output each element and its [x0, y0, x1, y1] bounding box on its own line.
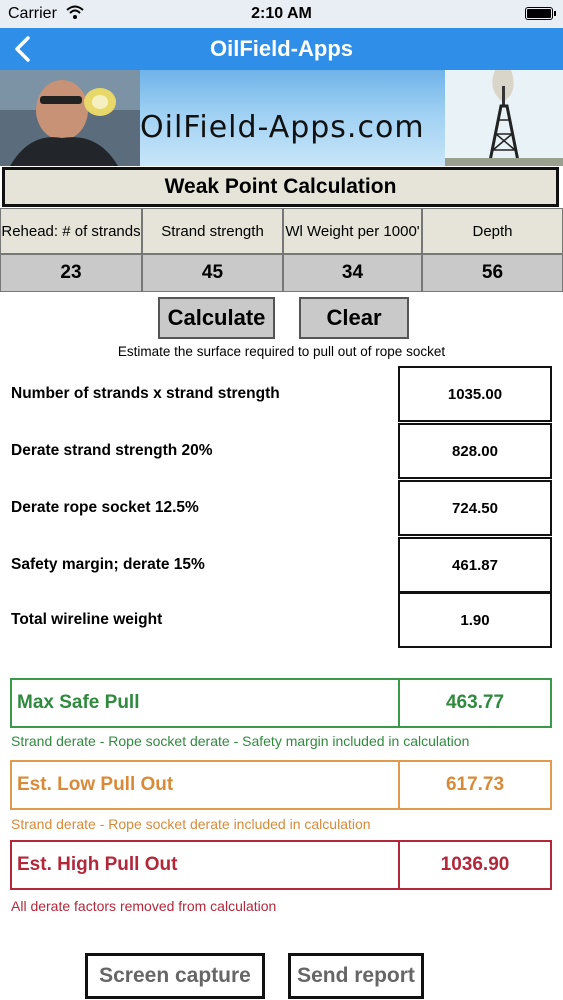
- banner-man-image: [0, 70, 140, 166]
- header-wl-weight: Wl Weight per 1000': [283, 208, 422, 254]
- screen-capture-button[interactable]: Screen capture: [85, 953, 265, 999]
- result-label-derate-rope-socket: Derate rope socket 12.5%: [11, 499, 199, 516]
- high-pull-out-box: [10, 840, 552, 890]
- result-value-derate-strand: 828.00: [398, 423, 552, 479]
- banner-text: OilField-Apps.com: [140, 110, 425, 145]
- high-pull-out-note: All derate factors removed from calculation: [11, 898, 277, 914]
- nav-bar: [0, 28, 563, 70]
- header-strand-strength: Strand strength: [142, 208, 283, 254]
- max-safe-pull-box: [10, 678, 552, 728]
- header-strands: Rehead: # of strands: [0, 208, 142, 254]
- low-pull-out-box: [10, 760, 552, 810]
- input-header-row: [0, 208, 563, 254]
- low-pull-out-label: Est. Low Pull Out: [12, 762, 400, 808]
- strand-strength-input[interactable]: 45: [142, 254, 283, 292]
- wl-weight-input[interactable]: 34: [283, 254, 422, 292]
- result-label-derate-strand: Derate strand strength 20%: [11, 442, 213, 459]
- battery-icon: [525, 7, 553, 20]
- low-pull-out-note: Strand derate - Rope socket derate included in calculation: [11, 816, 371, 832]
- high-pull-out-label: Est. High Pull Out: [12, 842, 400, 888]
- result-label-wireline-weight: Total wireline weight: [11, 611, 163, 628]
- result-value-safety-margin: 461.87: [398, 537, 552, 593]
- max-safe-pull-value: 463.77: [445, 692, 505, 713]
- low-pull-out-value: 617.73: [445, 774, 505, 795]
- oil-derrick-image: [445, 70, 563, 166]
- depth-input[interactable]: 56: [422, 254, 563, 292]
- result-value-strands-x-strength: 1035.00: [398, 366, 552, 422]
- max-safe-pull-label: Max Safe Pull: [12, 680, 400, 726]
- result-value-derate-rope-socket: 724.50: [398, 480, 552, 536]
- clear-button[interactable]: Clear: [299, 297, 409, 339]
- nav-title: OilField-Apps: [210, 36, 353, 61]
- status-bar: [0, 0, 563, 28]
- hint-text: Estimate the surface required to pull out of rope socket: [117, 344, 446, 359]
- carrier-label: Carrier: [8, 5, 57, 22]
- calculate-button[interactable]: Calculate: [158, 297, 275, 339]
- status-time: 2:10 AM: [251, 5, 312, 22]
- input-value-row: [0, 254, 563, 292]
- result-label-strands-x-strength: Number of strands x strand strength: [11, 385, 280, 402]
- header-depth: Depth: [422, 208, 563, 254]
- strands-input[interactable]: 23: [0, 254, 142, 292]
- send-report-button[interactable]: Send report: [288, 953, 424, 999]
- result-value-wireline-weight: 1.90: [398, 592, 552, 648]
- banner: [0, 70, 563, 166]
- calculation-title: Weak Point Calculation: [2, 167, 559, 207]
- max-safe-pull-note: Strand derate - Rope socket derate - Safety margin included in calculation: [11, 733, 470, 749]
- result-label-safety-margin: Safety margin; derate 15%: [11, 556, 205, 573]
- high-pull-out-value: 1036.90: [440, 854, 510, 875]
